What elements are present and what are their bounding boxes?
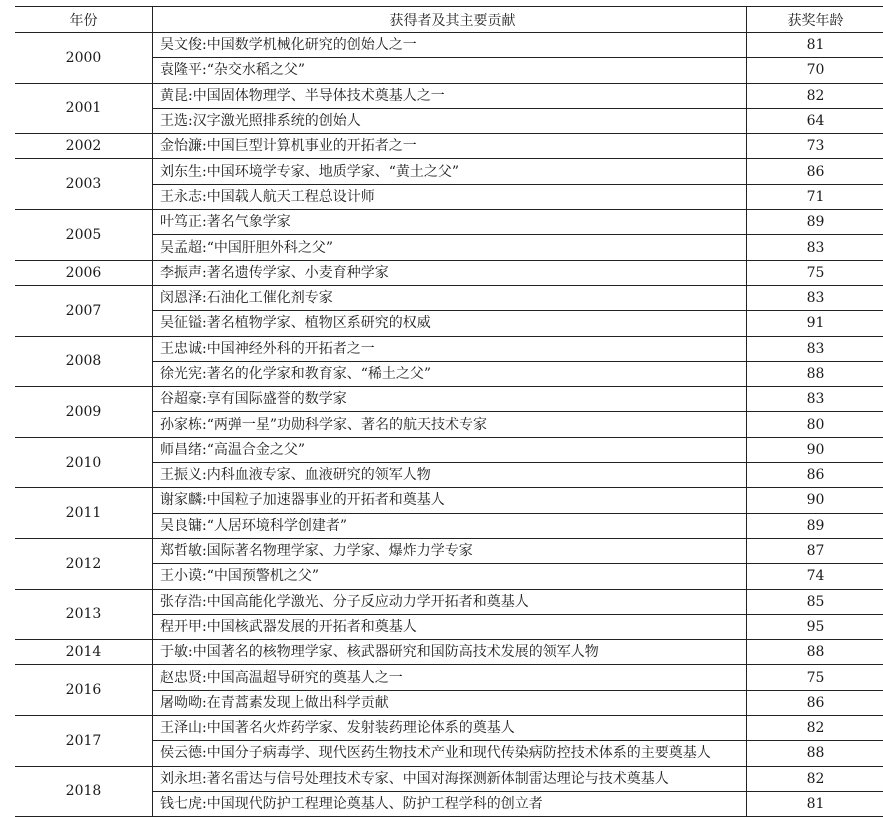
year-cell: 2013 <box>15 589 153 640</box>
age-cell: 82 <box>747 83 883 108</box>
age-cell: 81 <box>747 791 883 816</box>
winner-cell: 谷超豪:享有国际盛誉的数学家 <box>153 387 747 412</box>
age-cell: 88 <box>747 640 883 665</box>
table-row <box>15 134 883 159</box>
age-cell: 75 <box>747 665 883 690</box>
winner-cell: 刘永坦:著名雷达与信号处理技术专家、中国对海探测新体制雷达理论与技术奠基人 <box>153 766 747 791</box>
winner-cell: 王选:汉字激光照排系统的创始人 <box>153 108 747 133</box>
winner-cell: 吴良镛:“人居环境科学创建者” <box>153 513 747 538</box>
winner-cell: 钱七虎:中国现代防护工程理论奠基人、防护工程学科的创立者 <box>153 791 747 816</box>
year-cell: 2016 <box>15 665 153 716</box>
age-cell: 90 <box>747 488 883 513</box>
year-cell: 2012 <box>15 538 153 589</box>
winner-cell: 刘东生:中国环境学专家、地质学家、“黄土之父” <box>153 159 747 184</box>
year-cell: 2006 <box>15 260 153 285</box>
table-row <box>15 33 883 58</box>
age-cell: 89 <box>747 210 883 235</box>
year-cell: 2010 <box>15 437 153 488</box>
table-row <box>15 589 883 614</box>
winner-cell: 金怡濂:中国巨型计算机事业的开拓者之一 <box>153 134 747 159</box>
winner-cell: 侯云德:中国分子病毒学、现代医药生物技术产业和现代传染病防控技术体系的主要奠基人 <box>153 741 747 766</box>
year-cell: 2007 <box>15 285 153 336</box>
header-age: 获奖年龄 <box>747 7 883 33</box>
year-cell: 2018 <box>15 766 153 817</box>
winner-cell: 黄昆:中国固体物理学、半导体技术奠基人之一 <box>153 83 747 108</box>
age-cell: 83 <box>747 285 883 310</box>
age-cell: 86 <box>747 690 883 715</box>
winner-cell: 王永志:中国载人航天工程总设计师 <box>153 184 747 209</box>
age-cell: 83 <box>747 336 883 361</box>
winner-cell: 吴孟超:“中国肝胆外科之父” <box>153 235 747 260</box>
year-cell: 2008 <box>15 336 153 387</box>
age-cell: 86 <box>747 463 883 488</box>
table-row <box>15 387 883 412</box>
year-cell: 2011 <box>15 488 153 539</box>
table-row <box>15 336 883 361</box>
winner-cell: 王忠诚:中国神经外科的开拓者之一 <box>153 336 747 361</box>
year-cell: 2001 <box>15 83 153 134</box>
year-cell: 2003 <box>15 159 153 210</box>
age-cell: 83 <box>747 387 883 412</box>
year-cell: 2002 <box>15 134 153 159</box>
table-row <box>15 260 883 285</box>
award-table <box>15 6 883 817</box>
table-row <box>15 83 883 108</box>
winner-cell: 闵恩泽:石油化工催化剂专家 <box>153 285 747 310</box>
age-cell: 85 <box>747 589 883 614</box>
winner-cell: 徐光宪:著名的化学家和教育家、“稀土之父” <box>153 361 747 386</box>
age-cell: 83 <box>747 235 883 260</box>
header-year: 年份 <box>15 7 153 33</box>
age-cell: 70 <box>747 58 883 83</box>
winner-cell: 袁隆平:“杂交水稻之父” <box>153 58 747 83</box>
table-row <box>15 766 883 791</box>
year-cell: 2009 <box>15 387 153 438</box>
age-cell: 87 <box>747 538 883 563</box>
winner-cell: 屠呦呦:在青蒿素发现上做出科学贡献 <box>153 690 747 715</box>
table-header <box>15 7 883 33</box>
age-cell: 90 <box>747 437 883 462</box>
age-cell: 86 <box>747 159 883 184</box>
table-row <box>15 159 883 184</box>
age-cell: 73 <box>747 134 883 159</box>
year-cell: 2000 <box>15 33 153 84</box>
table-row <box>15 640 883 665</box>
year-cell: 2014 <box>15 640 153 665</box>
age-cell: 75 <box>747 260 883 285</box>
age-cell: 82 <box>747 766 883 791</box>
age-cell: 82 <box>747 716 883 741</box>
table-row <box>15 665 883 690</box>
winner-cell: 程开甲:中国核武器发展的开拓者和奠基人 <box>153 614 747 639</box>
winner-cell: 师昌绪:“高温合金之父” <box>153 437 747 462</box>
winner-cell: 王振义:内科血液专家、血液研究的领军人物 <box>153 463 747 488</box>
winner-cell: 吴文俊:中国数学机械化研究的创始人之一 <box>153 33 747 58</box>
year-cell: 2017 <box>15 716 153 767</box>
winner-cell: 王泽山:中国著名火炸药学家、发射装药理论体系的奠基人 <box>153 716 747 741</box>
age-cell: 71 <box>747 184 883 209</box>
age-cell: 89 <box>747 513 883 538</box>
winner-cell: 王小谟:“中国预警机之父” <box>153 564 747 589</box>
winner-cell: 李振声:著名遗传学家、小麦育种学家 <box>153 260 747 285</box>
age-cell: 81 <box>747 33 883 58</box>
age-cell: 95 <box>747 614 883 639</box>
winner-cell: 张存浩:中国高能化学激光、分子反应动力学开拓者和奠基人 <box>153 589 747 614</box>
table-row <box>15 488 883 513</box>
winner-cell: 于敏:中国著名的核物理学家、核武器研究和国防高技术发展的领军人物 <box>153 640 747 665</box>
header-row <box>15 7 883 33</box>
table-row <box>15 716 883 741</box>
table-row <box>15 437 883 462</box>
age-cell: 88 <box>747 741 883 766</box>
table-row <box>15 210 883 235</box>
table-body <box>15 33 883 817</box>
year-cell: 2005 <box>15 210 153 261</box>
winner-cell: 郑哲敏:国际著名物理学家、力学家、爆炸力学专家 <box>153 538 747 563</box>
winner-cell: 吴征镒:著名植物学家、植物区系研究的权威 <box>153 311 747 336</box>
age-cell: 64 <box>747 108 883 133</box>
winner-cell: 谢家麟:中国粒子加速器事业的开拓者和奠基人 <box>153 488 747 513</box>
age-cell: 74 <box>747 564 883 589</box>
age-cell: 80 <box>747 412 883 437</box>
winner-cell: 孙家栋:“两弹一星”功勋科学家、著名的航天技术专家 <box>153 412 747 437</box>
age-cell: 91 <box>747 311 883 336</box>
header-winner: 获得者及其主要贡献 <box>153 7 747 33</box>
age-cell: 88 <box>747 361 883 386</box>
winner-cell: 赵忠贤:中国高温超导研究的奠基人之一 <box>153 665 747 690</box>
winner-cell: 叶笃正:著名气象学家 <box>153 210 747 235</box>
table-row <box>15 538 883 563</box>
table-row <box>15 285 883 310</box>
